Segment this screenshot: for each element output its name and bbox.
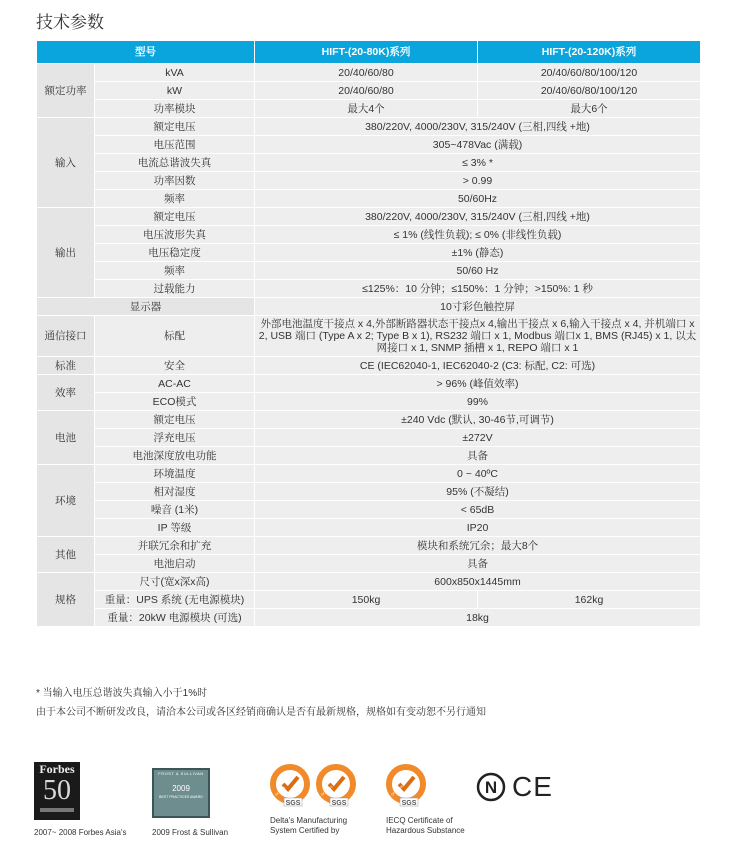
table-row xyxy=(37,591,701,609)
category-cell: 电池 xyxy=(37,411,95,465)
forbes-number: 50 xyxy=(43,775,71,806)
category-cell: 额定功率 xyxy=(37,64,95,118)
sgs-label: SGS xyxy=(331,800,347,807)
value-cell: 模块和系统冗余；最大8个 xyxy=(255,537,701,555)
frost-award-text: BEST PRACTICES AWARD xyxy=(159,795,203,799)
value-cell: IP20 xyxy=(255,519,701,537)
value-cell: 305~478Vac (满载) xyxy=(255,136,701,154)
category-cell: 其他 xyxy=(37,537,95,573)
param-cell: 电流总谐波失真 xyxy=(95,154,255,172)
ce-mark-icon: CE xyxy=(512,771,553,802)
value-cell: 外部电池温度干接点 x 4,外部断路器状态干接点x 4,输出干接点 x 6,输入干接点 x 4, 并机端口 x 2, USB 端口 (Type A x 2; Type B x 1), RS232 端口 x 1, Modbus 端口x 1, BMS (RJ45) x 1, 以太网接口 x 1, SNMP 插槽 x 1, REPO 端口 x 1 xyxy=(255,316,701,357)
value-cell: 最大4个 xyxy=(255,100,478,118)
delta-caption-line2: System Certified by xyxy=(270,826,340,835)
sgs-ring-text: ISO 14001 xyxy=(320,784,334,797)
param-cell: 频率 xyxy=(95,262,255,280)
value-cell: 具备 xyxy=(255,447,701,465)
value-cell: 150kg xyxy=(255,591,478,609)
param-cell: 重量：20kW 电源模块 (可选) xyxy=(95,609,255,627)
table-row xyxy=(37,465,701,483)
category-cell: 效率 xyxy=(37,375,95,411)
param-cell: 额定电压 xyxy=(95,411,255,429)
param-cell: IP 等级 xyxy=(95,519,255,537)
value-cell: 10寸彩色触控屏 xyxy=(255,298,701,316)
delta-caption-line1: Delta's Manufacturing xyxy=(270,816,348,825)
param-cell: 电池启动 xyxy=(95,555,255,573)
value-cell: 99% xyxy=(255,393,701,411)
category-cell: 环境 xyxy=(37,465,95,537)
table-row xyxy=(37,375,701,393)
sgs-ring-text: ISO 9001 xyxy=(274,785,287,797)
frost-caption: 2009 Frost & Sullivan xyxy=(152,828,229,837)
table-row xyxy=(37,316,701,357)
table-row xyxy=(37,208,701,226)
param-cell: 重量：UPS 系统 (无电源模块) xyxy=(95,591,255,609)
value-cell: ≤ 3% * xyxy=(255,154,701,172)
table-row xyxy=(37,411,701,429)
category-cell: 显示器 xyxy=(37,298,255,316)
value-cell: ±272V xyxy=(255,429,701,447)
forbes-caption: 2007~ 2008 Forbes Asia's xyxy=(34,828,127,837)
param-cell: 额定电压 xyxy=(95,208,255,226)
param-cell: 过载能力 xyxy=(95,280,255,298)
forbes-logo xyxy=(34,762,80,820)
value-cell: ±240 Vdc (默认, 30-46节,可调节) xyxy=(255,411,701,429)
value-cell: > 0.99 xyxy=(255,172,701,190)
forbes-wordmark: Forbes xyxy=(39,762,75,776)
footnote-disclaimer: 由于本公司不断研发改良，请洽本公司或各区经销商确认是否有最新规格，规格如有变动恕不另行通知 xyxy=(36,707,486,718)
table-row xyxy=(37,118,701,136)
param-cell: 噪音 (1米) xyxy=(95,501,255,519)
iecq-caption-line1: IECQ Certificate of xyxy=(386,816,453,825)
table-row xyxy=(37,501,701,519)
param-cell: 尺寸(宽x深x高) xyxy=(95,573,255,591)
header-series-120k: HIFT-(20-120K)系列 xyxy=(478,41,701,64)
header-series-80k: HIFT-(20-80K)系列 xyxy=(255,41,478,64)
value-cell: CE (IEC62040-1, IEC62040-2 (C3: 标配, C2: 可选) xyxy=(255,357,701,375)
sgs-label: SGS xyxy=(401,800,417,807)
table-row xyxy=(37,244,701,262)
value-cell: 380/220V, 4000/230V, 315/240V (三相,四线 +地) xyxy=(255,118,701,136)
param-cell: 电压范围 xyxy=(95,136,255,154)
param-cell: 电压稳定度 xyxy=(95,244,255,262)
param-cell: 相对湿度 xyxy=(95,483,255,501)
frost-award-brand: FROST & SULLIVAN xyxy=(158,771,204,776)
footnote-thd: * 当输入电压总谐波失真输入小于1%时 xyxy=(36,688,208,699)
value-cell: 20/40/60/80/100/120 xyxy=(478,64,701,82)
sgs-badge-3 xyxy=(384,764,428,808)
table-row xyxy=(37,393,701,411)
value-cell: 20/40/60/80 xyxy=(255,64,478,82)
category-cell: 规格 xyxy=(37,573,95,627)
category-cell: 输出 xyxy=(37,208,95,298)
category-cell: 输入 xyxy=(37,118,95,208)
category-cell: 标准 xyxy=(37,357,95,375)
param-cell: kVA xyxy=(95,64,255,82)
param-cell: 并联冗余和扩充 xyxy=(95,537,255,555)
param-cell: 安全 xyxy=(95,357,255,375)
value-cell: 具备 xyxy=(255,555,701,573)
table-header-row xyxy=(37,41,701,64)
nrtl-mark-icon xyxy=(476,772,506,802)
value-cell: ≤125%：10 分钟；≤150%：1 分钟；>150%: 1 秒 xyxy=(255,280,701,298)
table-row xyxy=(37,136,701,154)
table-row xyxy=(37,226,701,244)
value-cell: 最大6个 xyxy=(478,100,701,118)
table-row xyxy=(37,447,701,465)
table-row xyxy=(37,154,701,172)
spec-table xyxy=(36,40,701,627)
sgs-label: SGS xyxy=(285,800,301,807)
table-row xyxy=(37,609,701,627)
param-cell: 功率模块 xyxy=(95,100,255,118)
value-cell: 600x850x1445mm xyxy=(255,573,701,591)
table-row xyxy=(37,573,701,591)
value-cell: 95% (不凝结) xyxy=(255,483,701,501)
param-cell: 环境温度 xyxy=(95,465,255,483)
iecq-caption-line2: Hazardous Substance xyxy=(386,826,465,835)
param-cell: 功率因数 xyxy=(95,172,255,190)
value-cell: > 96% (峰值效率) xyxy=(255,375,701,393)
table-row xyxy=(37,519,701,537)
page-title: 技术参数 xyxy=(36,13,104,32)
table-row xyxy=(37,190,701,208)
value-cell: 162kg xyxy=(478,591,701,609)
param-cell: ECO模式 xyxy=(95,393,255,411)
table-row xyxy=(37,100,701,118)
param-cell: 额定电压 xyxy=(95,118,255,136)
sgs-badge-1 xyxy=(268,764,312,808)
category-cell: 通信接口 xyxy=(37,316,95,357)
table-row xyxy=(37,537,701,555)
sgs-ring-text: QC 080000 xyxy=(390,783,405,797)
param-cell: 频率 xyxy=(95,190,255,208)
table-row xyxy=(37,262,701,280)
nrtl-letter: N xyxy=(484,778,498,797)
header-model: 型号 xyxy=(37,41,255,64)
value-cell: < 65dB xyxy=(255,501,701,519)
frost-award-year: 2009 xyxy=(172,784,190,793)
value-cell: 380/220V, 4000/230V, 315/240V (三相,四线 +地) xyxy=(255,208,701,226)
value-cell: 50/60Hz xyxy=(255,190,701,208)
table-row xyxy=(37,298,701,316)
frost-sullivan-award xyxy=(152,768,210,818)
table-row xyxy=(37,82,701,100)
param-cell: kW xyxy=(95,82,255,100)
table-row xyxy=(37,64,701,82)
table-row xyxy=(37,555,701,573)
value-cell: 18kg xyxy=(255,609,701,627)
param-cell: AC-AC xyxy=(95,375,255,393)
table-row xyxy=(37,357,701,375)
table-row xyxy=(37,483,701,501)
value-cell: 50/60 Hz xyxy=(255,262,701,280)
value-cell: 20/40/60/80 xyxy=(255,82,478,100)
table-row xyxy=(37,280,701,298)
value-cell: 0 ~ 40ºC xyxy=(255,465,701,483)
value-cell: ≤ 1% (线性负载); ≤ 0% (非线性负载) xyxy=(255,226,701,244)
param-cell: 电压波形失真 xyxy=(95,226,255,244)
param-cell: 浮充电压 xyxy=(95,429,255,447)
sgs-badge-2 xyxy=(314,764,358,808)
param-cell: 标配 xyxy=(95,316,255,357)
param-cell: 电池深度放电功能 xyxy=(95,447,255,465)
table-row xyxy=(37,429,701,447)
value-cell: 20/40/60/80/100/120 xyxy=(478,82,701,100)
table-row xyxy=(37,172,701,190)
value-cell: ±1% (静态) xyxy=(255,244,701,262)
